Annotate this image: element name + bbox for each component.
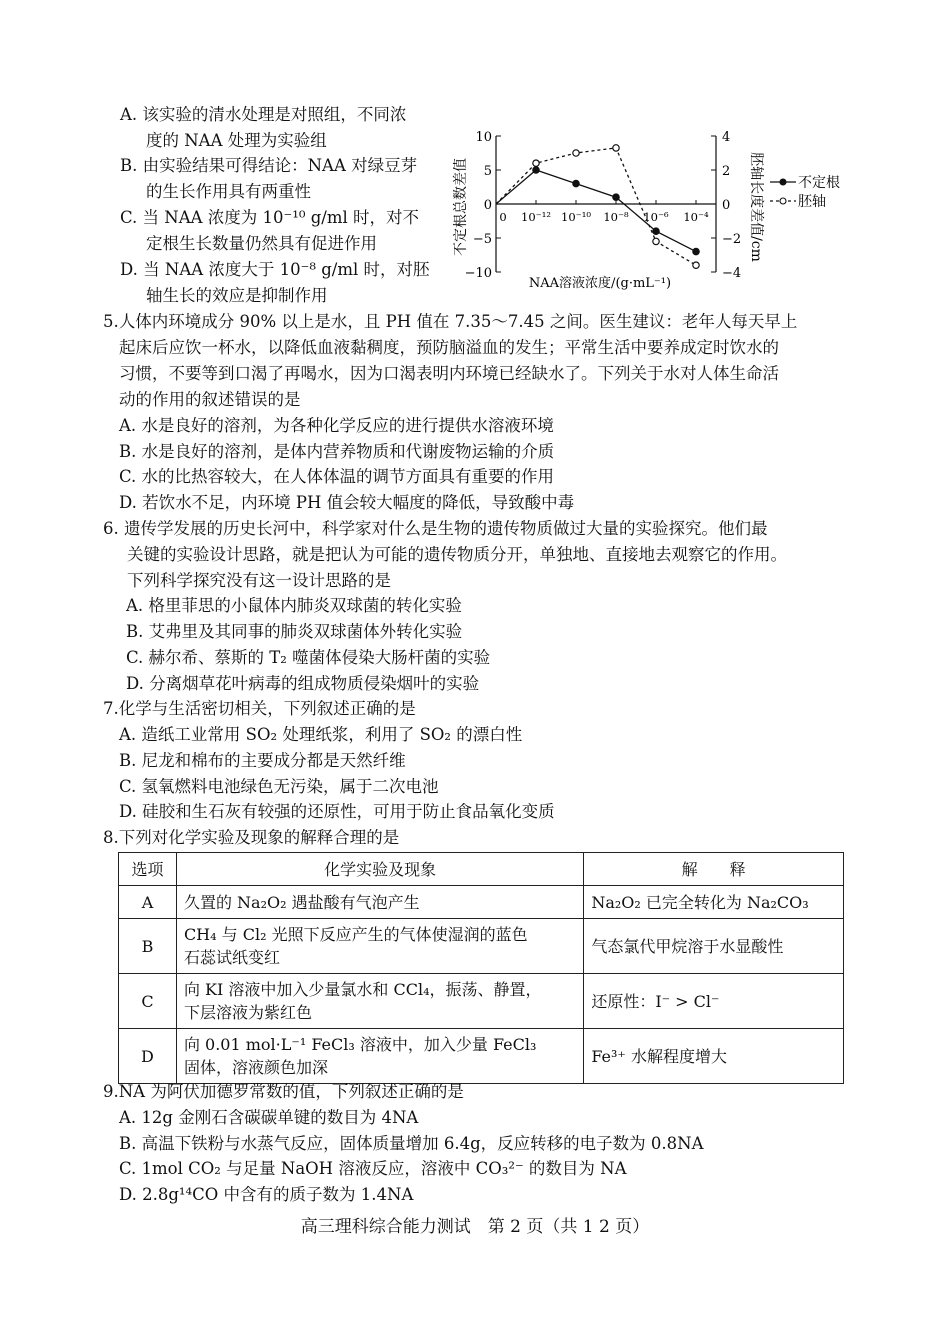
- data-point-胚轴: [533, 160, 539, 166]
- chart-ticks: [465, 130, 742, 281]
- q9-option-a: A. 12g 金刚石含碳碳单键的数目为 4NA: [119, 1108, 419, 1127]
- naa-chart: [452, 122, 852, 312]
- x-axis-tick-label: 10⁻⁴: [683, 210, 709, 224]
- q5-option-c: C. 水的比热容较大，在人体体温的调节方面具有重要的作用: [119, 467, 555, 486]
- row-experiment: 向 0.01 mol·L⁻¹ FeCl₃ 溶液中，加入少量 FeCl₃ 固体，溶液颜色加深: [176, 1029, 583, 1084]
- q5-stem-line3: 习惯，不要等到口渴了再喝水，因为口渴表明内环境已经缺水了。下列关于水对人体生命活: [119, 364, 779, 383]
- page-footer: 高三理科综合能力测试 第 2 页（共 1 2 页）: [300, 1217, 650, 1237]
- left-axis-tick-label: −5: [472, 232, 492, 247]
- x-axis-tick-label: 0: [499, 210, 507, 224]
- q9-stem: 9.NA 为阿伏加德罗常数的值，下列叙述正确的是: [103, 1082, 464, 1101]
- row-experiment: 向 KI 溶液中加入少量氯水和 CCl₄，振荡、静置， 下层溶液为紫红色: [176, 974, 583, 1029]
- row-explanation: 气态氯代甲烷溶于水显酸性: [584, 919, 844, 974]
- x-axis-tick-label: 10⁻⁸: [603, 210, 629, 224]
- q4-option-a-line1: A. 该实验的清水处理是对照组，不同浓: [120, 105, 407, 124]
- left-axis-tick-label: 5: [483, 164, 492, 179]
- table-row: [119, 886, 844, 919]
- right-axis-tick-label: −4: [722, 266, 742, 281]
- data-point-不定根: [653, 228, 659, 234]
- q4-option-a-line2: 度的 NAA 处理为实验组: [146, 131, 327, 150]
- row-option: D: [119, 1029, 177, 1084]
- q7-option-c: C. 氢氧燃料电池绿色无污染，属于二次电池: [119, 777, 439, 796]
- data-point-不定根: [613, 194, 619, 200]
- q4-option-c-line2: 定根生长数量仍然具有促进作用: [146, 234, 377, 253]
- q7-stem: 7.化学与生活密切相关，下列叙述正确的是: [103, 699, 416, 718]
- row-experiment: 久置的 Na₂O₂ 遇盐酸有气泡产生: [176, 886, 583, 919]
- right-axis-label: 胚轴长度差值/cm: [748, 152, 764, 262]
- q5-option-b: B. 水是良好的溶剂，是体内营养物质和代谢废物运输的介质: [119, 442, 555, 461]
- q4-option-d-line2: 轴生长的效应是抑制作用: [146, 286, 328, 305]
- table-header-row: [119, 853, 844, 886]
- legend-marker-不定根: [780, 179, 786, 185]
- q6-stem-line3: 下列科学探究没有这一设计思路的是: [127, 571, 391, 590]
- row-option: C: [119, 974, 177, 1029]
- right-axis-tick-label: 0: [722, 198, 731, 213]
- q6-option-d: D. 分离烟草花叶病毒的组成物质侵染烟叶的实验: [126, 674, 480, 693]
- q4-option-b-line2: 的生长作用具有两重性: [146, 182, 311, 201]
- q5-option-a: A. 水是良好的溶剂，为各种化学反应的进行提供水溶液环境: [119, 416, 554, 435]
- header-explanation: 解 释: [584, 853, 844, 886]
- legend-label-胚轴: 胚轴: [798, 194, 826, 210]
- q9-option-b: B. 高温下铁粉与水蒸气反应，固体质量增加 6.4g，反应转移的电子数为 0.8NA: [119, 1134, 704, 1153]
- left-axis-label: 不定根总数差值: [453, 158, 469, 256]
- q6-option-c: C. 赫尔希、蔡斯的 T₂ 噬菌体侵染大肠杆菌的实验: [126, 648, 491, 667]
- q7-option-d: D. 硅胶和生石灰有较强的还原性，可用于防止食品氧化变质: [119, 802, 555, 821]
- q6-stem-line1: 6. 遗传学发展的历史长河中，科学家对什么是生物的遗传物质做过大量的实验探究。他们最: [103, 519, 768, 538]
- left-axis-tick-label: 0: [483, 198, 492, 213]
- q7-option-a: A. 造纸工业常用 SO₂ 处理纸浆，利用了 SO₂ 的漂白性: [119, 725, 523, 744]
- q8-table: [118, 852, 844, 1084]
- q8-stem: 8.下列对化学实验及现象的解释合理的是: [103, 828, 400, 847]
- x-axis-label: NAA溶液浓度/(g·mL⁻¹): [528, 276, 672, 291]
- row-experiment: CH₄ 与 Cl₂ 光照下反应产生的气体使湿润的蓝色 石蕊试纸变红: [176, 919, 583, 974]
- q4-option-b-line1: B. 由实验结果可得结论：NAA 对绿豆芽: [120, 156, 418, 175]
- legend-marker-胚轴: [780, 198, 786, 204]
- table-row: [119, 974, 844, 1029]
- left-axis-tick-label: −10: [464, 266, 492, 281]
- q4-option-c-line1: C. 当 NAA 浓度为 10⁻¹⁰ g/ml 时，对不: [120, 208, 419, 227]
- row-explanation: 还原性：I⁻ > Cl⁻: [584, 974, 844, 1029]
- q5-stem-line2: 起床后应饮一杯水，以降低血液黏稠度，预防脑溢血的发生；平常生活中要养成定时饮水的: [119, 338, 779, 357]
- data-point-不定根: [533, 167, 539, 173]
- row-option: B: [119, 919, 177, 974]
- legend-label-不定根: 不定根: [798, 175, 840, 191]
- right-axis-tick-label: 2: [722, 164, 731, 179]
- q5-stem-line1: 5.人体内环境成分 90% 以上是水，且 PH 值在 7.35～7.45 之间。医生建议：老年人每天早上: [103, 312, 798, 331]
- x-axis-tick-label: 10⁻¹⁰: [561, 210, 591, 224]
- chart-legend: [770, 174, 840, 210]
- header-option: 选项: [119, 853, 177, 886]
- data-point-不定根: [693, 248, 699, 254]
- chart-series: [496, 145, 699, 269]
- row-option: A: [119, 886, 177, 919]
- x-axis-tick-label: 10⁻¹²: [521, 210, 551, 224]
- row-explanation: Fe³⁺ 水解程度增大: [584, 1029, 844, 1084]
- table-row: [119, 1029, 844, 1084]
- header-experiment: 化学实验及现象: [176, 853, 583, 886]
- data-point-不定根: [573, 180, 579, 186]
- q6-option-a: A. 格里菲思的小鼠体内肺炎双球菌的转化实验: [126, 596, 462, 615]
- q9-option-d: D. 2.8g¹⁴CO 中含有的质子数为 1.4NA: [119, 1185, 414, 1204]
- data-point-胚轴: [693, 262, 699, 268]
- chart-axes: [496, 136, 716, 272]
- data-point-胚轴: [653, 238, 659, 244]
- x-axis-tick-label: 10⁻⁶: [643, 210, 669, 224]
- right-axis-tick-label: 4: [722, 130, 731, 145]
- right-axis-tick-label: −2: [722, 232, 742, 247]
- q4-option-d-line1: D. 当 NAA 浓度大于 10⁻⁸ g/ml 时，对胚: [120, 260, 430, 279]
- series-line-胚轴: [496, 148, 696, 265]
- left-axis-tick-label: 10: [475, 130, 492, 145]
- q9-option-c: C. 1mol CO₂ 与足量 NaOH 溶液反应，溶液中 CO₃²⁻ 的数目为 NA: [119, 1159, 627, 1178]
- table-row: [119, 919, 844, 974]
- row-explanation: Na₂O₂ 已完全转化为 Na₂CO₃: [584, 886, 844, 919]
- q7-option-b: B. 尼龙和棉布的主要成分都是天然纤维: [119, 751, 406, 770]
- data-point-胚轴: [613, 145, 619, 151]
- q5-stem-line4: 动的作用的叙述错误的是: [119, 390, 301, 409]
- q5-option-d: D. 若饮水不足，内环境 PH 值会较大幅度的降低，导致酸中毒: [119, 493, 575, 512]
- data-point-胚轴: [573, 150, 579, 156]
- q6-option-b: B. 艾弗里及其同事的肺炎双球菌体外转化实验: [126, 622, 463, 641]
- q6-stem-line2: 关键的实验设计思路，就是把认为可能的遗传物质分开，单独地、直接地去观察它的作用。: [127, 545, 787, 564]
